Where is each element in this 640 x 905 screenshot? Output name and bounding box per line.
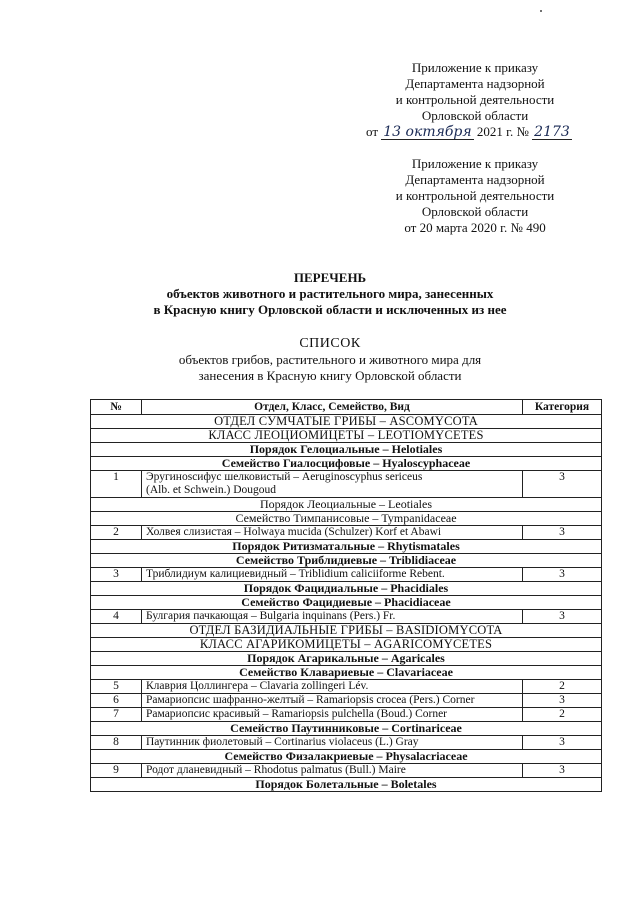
species-table bbox=[90, 399, 602, 792]
date-prefix: от bbox=[366, 124, 379, 139]
section-row bbox=[91, 666, 602, 680]
category-value: 2 bbox=[523, 708, 602, 722]
row-number: 4 bbox=[91, 610, 142, 624]
category-value: 3 bbox=[523, 694, 602, 708]
species-name-line: Рамариопсис красивый – Ramariopsis pulchella (Boud.) Corner bbox=[146, 708, 448, 720]
row-number: 3 bbox=[91, 568, 142, 582]
section-row bbox=[91, 582, 602, 596]
taxon-heading: Семейство Фацидиевые – Phacidiaceae bbox=[91, 596, 602, 610]
species-name bbox=[142, 764, 523, 778]
handwritten-date: 13 октября bbox=[383, 124, 472, 140]
species-name bbox=[142, 471, 523, 498]
category-value: 3 bbox=[523, 736, 602, 750]
taxon-heading: Порядок Болетальные – Boletales bbox=[91, 778, 602, 792]
header-number: № bbox=[91, 400, 142, 415]
taxon-heading: Порядок Гелоциальные – Helotiales bbox=[91, 443, 602, 457]
table-row bbox=[91, 568, 602, 582]
appendix-line: Департамента надзорной bbox=[405, 172, 545, 187]
section-row bbox=[91, 498, 602, 512]
taxon-heading: Семейство Триблидиевые – Triblidiaceae bbox=[91, 554, 602, 568]
species-name-line: Рамариопсис шафранно-желтый – Ramariopsis crocea (Pers.) Corner bbox=[146, 694, 475, 706]
section-row bbox=[91, 512, 602, 526]
appendix-header-previous bbox=[350, 156, 600, 236]
appendix-header-current bbox=[350, 60, 600, 140]
table-header-row bbox=[91, 400, 602, 415]
document-title bbox=[60, 270, 600, 318]
row-number: 7 bbox=[91, 708, 142, 722]
row-number: 6 bbox=[91, 694, 142, 708]
header-category: Категория bbox=[523, 400, 602, 415]
category-value: 3 bbox=[523, 471, 602, 498]
table-row bbox=[91, 526, 602, 540]
list-title-line: объектов грибов, растительного и животного мира для bbox=[178, 352, 482, 367]
section-row bbox=[91, 638, 602, 652]
appendix-line: Орловской области bbox=[421, 108, 529, 123]
section-row bbox=[91, 624, 602, 638]
species-name bbox=[142, 610, 523, 624]
category-value: 2 bbox=[523, 680, 602, 694]
appendix-line: Приложение к приказу bbox=[411, 156, 539, 171]
division-heading: КЛАСС ЛЕОЦИОМИЦЕТЫ – LEOTIOMYCETES bbox=[91, 429, 602, 443]
division-heading: ОТДЕЛ СУМЧАТЫЕ ГРИБЫ – ASCOMYCOTA bbox=[91, 415, 602, 429]
row-number: 9 bbox=[91, 764, 142, 778]
category-value: 3 bbox=[523, 764, 602, 778]
category-value: 3 bbox=[523, 568, 602, 582]
species-name bbox=[142, 526, 523, 540]
row-number: 1 bbox=[91, 471, 142, 498]
taxon-heading: Семейство Гиалосцифовые – Hyaloscyphaceae bbox=[91, 457, 602, 471]
table-row bbox=[91, 680, 602, 694]
section-row bbox=[91, 429, 602, 443]
species-name-line: (Alb. et Schwein.) Dougoud bbox=[146, 484, 276, 496]
appendix-line: от 20 марта 2020 г. № 490 bbox=[404, 220, 546, 235]
row-number: 5 bbox=[91, 680, 142, 694]
list-title-line: СПИСОК bbox=[299, 336, 361, 351]
species-name-line: Клаврия Цоллингера – Clavaria zollingeri Lév. bbox=[146, 680, 369, 692]
list-title bbox=[60, 336, 600, 384]
species-name bbox=[142, 694, 523, 708]
section-row bbox=[91, 540, 602, 554]
table-row bbox=[91, 708, 602, 722]
section-row bbox=[91, 443, 602, 457]
appendix-line: и контрольной деятельности bbox=[395, 188, 555, 203]
species-name-line: Паутинник фиолетовый – Cortinarius violaceus (L.) Gray bbox=[146, 736, 419, 748]
title-line: ПЕРЕЧЕНЬ bbox=[293, 270, 367, 285]
table-row bbox=[91, 471, 602, 498]
scan-speck bbox=[540, 10, 542, 12]
table-row bbox=[91, 736, 602, 750]
table-body bbox=[91, 415, 602, 792]
division-heading: КЛАСС АГАРИКОМИЦЕТЫ – AGARICOMYCETES bbox=[91, 638, 602, 652]
row-number: 2 bbox=[91, 526, 142, 540]
table-row bbox=[91, 764, 602, 778]
taxon-heading: Порядок Фацидиальные – Phacidiales bbox=[91, 582, 602, 596]
year-text: 2021 г. № bbox=[476, 124, 529, 139]
header-taxon: Отдел, Класс, Семейство, Вид bbox=[142, 400, 523, 415]
taxon-heading: Семейство Клавариевые – Clavariaceae bbox=[91, 666, 602, 680]
section-row bbox=[91, 778, 602, 792]
species-name bbox=[142, 568, 523, 582]
row-number: 8 bbox=[91, 736, 142, 750]
table-row bbox=[91, 610, 602, 624]
taxon-heading: Порядок Леоциальные – Leotiales bbox=[91, 498, 602, 512]
table-row bbox=[91, 694, 602, 708]
category-value: 3 bbox=[523, 610, 602, 624]
appendix-line: Департамента надзорной bbox=[405, 76, 545, 91]
handwritten-number: 2173 bbox=[534, 124, 570, 140]
species-name-line: Триблидиум калициевидный – Triblidium caliciiforme Rebent. bbox=[146, 568, 445, 580]
taxon-heading: Семейство Физалакриевые – Physalacriaceae bbox=[91, 750, 602, 764]
list-title-line: занесения в Красную книгу Орловской области bbox=[198, 368, 462, 383]
taxon-heading: Порядок Ритизматальные – Rhytismatales bbox=[91, 540, 602, 554]
title-line: объектов животного и растительного мира, занесенных bbox=[166, 286, 494, 301]
division-heading: ОТДЕЛ БАЗИДИАЛЬНЫЕ ГРИБЫ – BASIDIOMYCOTA bbox=[91, 624, 602, 638]
taxon-heading: Семейство Тимпанисовые – Tympanidaceae bbox=[91, 512, 602, 526]
section-row bbox=[91, 415, 602, 429]
section-row bbox=[91, 652, 602, 666]
appendix-date-line bbox=[350, 124, 600, 140]
species-name-line: Родот дланевидный – Rhodotus palmatus (Bull.) Maire bbox=[146, 764, 406, 776]
section-row bbox=[91, 554, 602, 568]
taxon-heading: Семейство Паутинниковые – Cortinariceae bbox=[91, 722, 602, 736]
species-name bbox=[142, 680, 523, 694]
title-line: в Красную книгу Орловской области и исключенных из нее bbox=[153, 302, 507, 317]
appendix-line: и контрольной деятельности bbox=[395, 92, 555, 107]
category-value: 3 bbox=[523, 526, 602, 540]
species-name-line: Булгария пачкающая – Bulgaria inquinans (Pers.) Fr. bbox=[146, 610, 396, 622]
appendix-line: Орловской области bbox=[421, 204, 529, 219]
taxon-heading: Порядок Агарикальные – Agaricales bbox=[91, 652, 602, 666]
appendix-line: Приложение к приказу bbox=[411, 60, 539, 75]
section-row bbox=[91, 750, 602, 764]
species-name-line: Эругиноscифус шелковистый – Aeruginoscyphus sericeus bbox=[146, 471, 423, 483]
section-row bbox=[91, 596, 602, 610]
species-name bbox=[142, 736, 523, 750]
species-name bbox=[142, 708, 523, 722]
section-row bbox=[91, 457, 602, 471]
species-name-line: Холвея слизистая – Holwaya mucida (Schulzer) Korf et Abawi bbox=[146, 526, 442, 538]
section-row bbox=[91, 722, 602, 736]
